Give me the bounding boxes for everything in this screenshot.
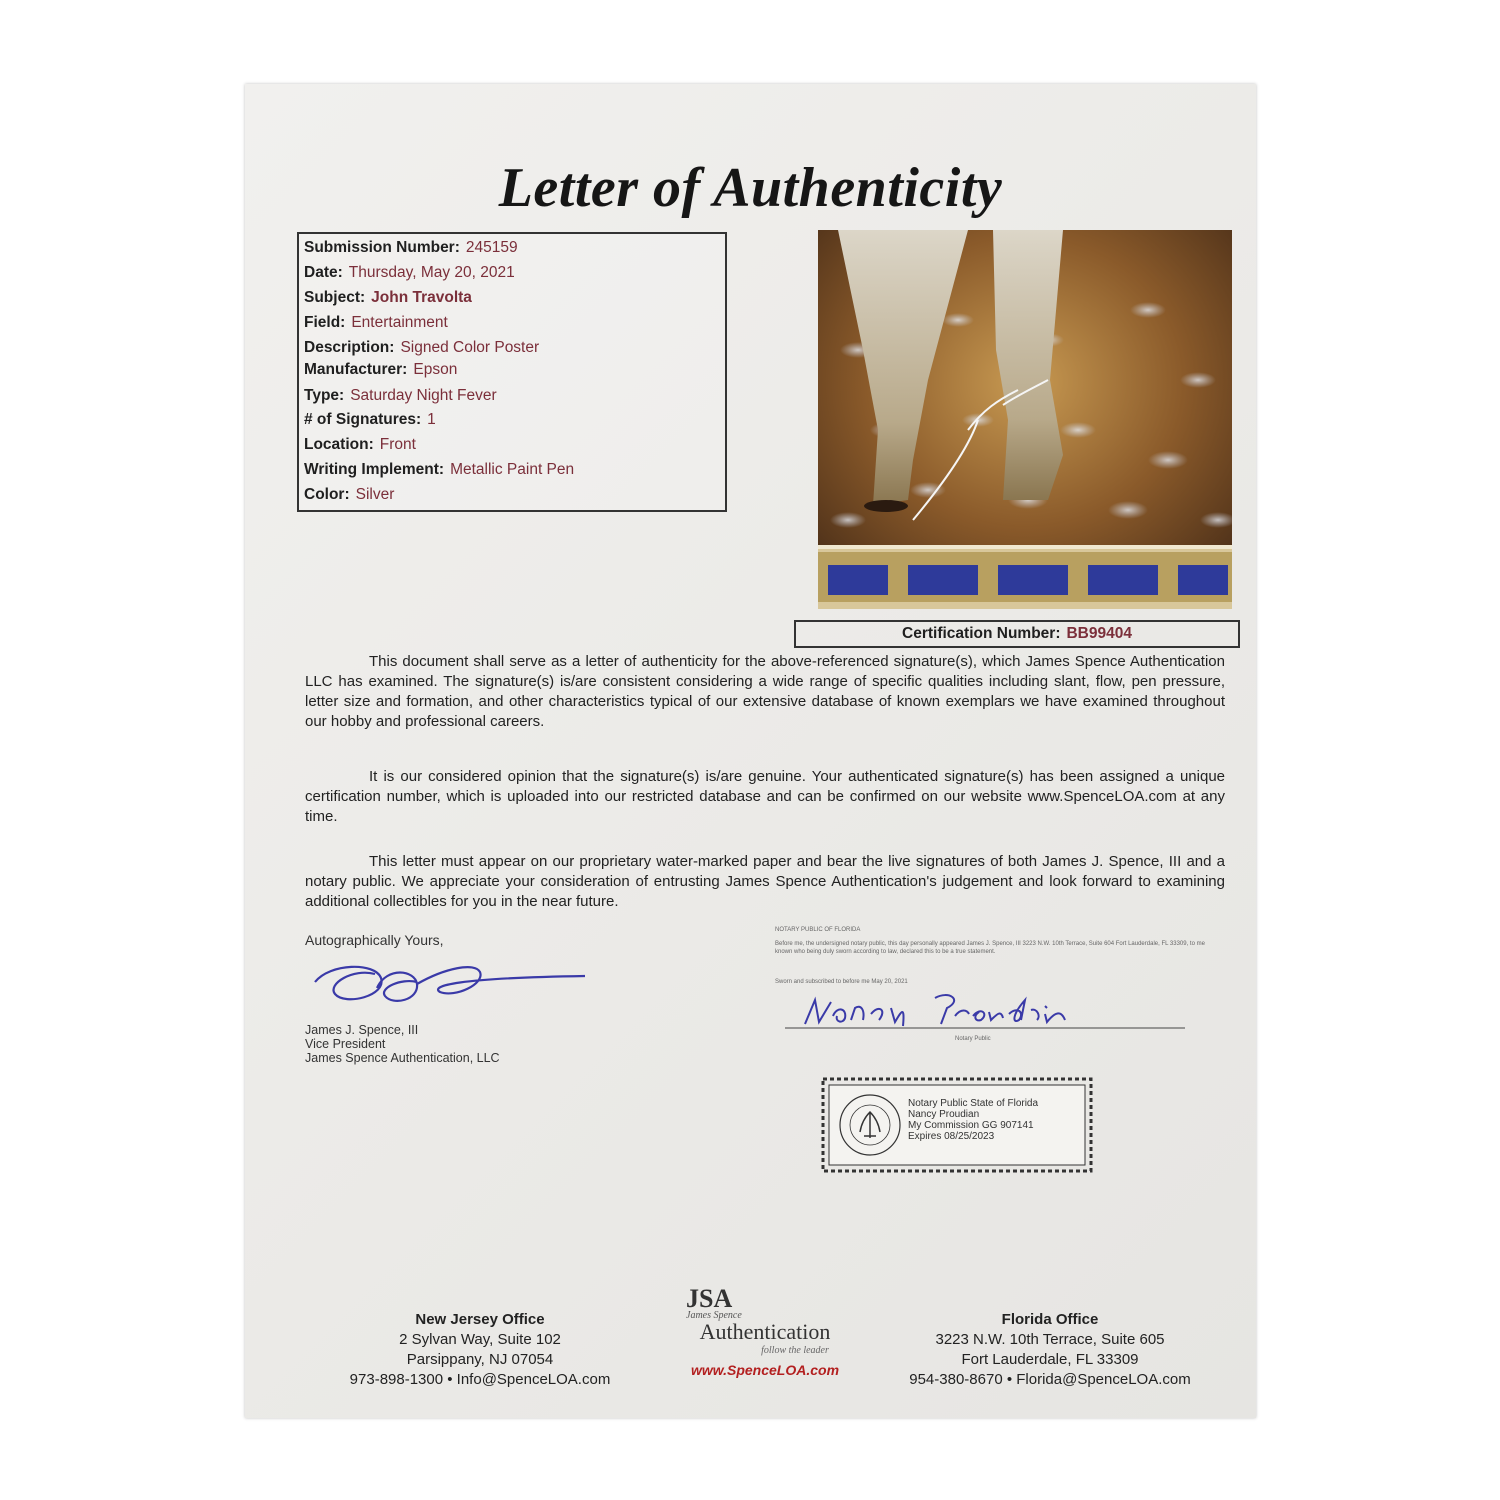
field-manufacturer — [304, 361, 457, 379]
signature-notary — [775, 986, 1195, 1030]
field-field — [304, 314, 448, 332]
office-address-line: 3223 N.W. 10th Terrace, Suite 605 — [935, 1331, 1165, 1348]
field-label: Location: — [304, 436, 374, 453]
field-value: Epson — [413, 361, 458, 378]
fl-office — [885, 1310, 1215, 1390]
field-value: Metallic Paint Pen — [450, 461, 575, 478]
certification-number-box — [794, 620, 1240, 648]
signer-title: Vice President — [305, 1037, 386, 1051]
submission-details-box — [297, 232, 727, 512]
field-label: Manufacturer: — [304, 361, 408, 378]
office-contact: 954-380-8670 • Florida@SpenceLOA.com — [909, 1371, 1191, 1388]
body-paragraph-3: This letter must appear on our proprietary water-marked paper and bear the live signatures of both James J. Spence, III and a notary public. We appreciate your consideration of entrusting James Spence Authentication's judgement and look forward to examining additional collectibles for you in the near future. — [305, 853, 1225, 910]
notary-sworn: Sworn and subscribed to before me May 20, 2021 — [775, 979, 908, 985]
field-label: Description: — [304, 339, 395, 356]
seal-line: My Commission GG 907141 — [908, 1120, 1034, 1131]
field-value: Front — [379, 436, 416, 453]
field-value: Signed Color Poster — [400, 339, 540, 356]
certification-label: Certification Number: — [902, 625, 1061, 642]
field-label: Field: — [304, 314, 346, 331]
field-value: Silver — [355, 486, 395, 503]
field-label: Type: — [304, 387, 345, 404]
field-date — [304, 264, 515, 282]
field-type — [304, 387, 497, 405]
logo-url: www.SpenceLOA.com — [690, 1362, 840, 1378]
notary-block — [775, 926, 1225, 1043]
body-paragraph-1: This document shall serve as a letter of authenticity for the above-referenced signature(s), which James Spence Authentication LLC has examined. The signature(s) is/are consistent considering a wide range of specific qualities including slant, flow, pen pressure, letter size and formation, and other characteristics typical of our extensive database of known exemplars we have examined throughout our hobby and professional careers. — [305, 653, 1225, 730]
office-address-line: Fort Lauderdale, FL 33309 — [961, 1351, 1139, 1368]
signed-item-photo — [818, 230, 1232, 609]
field-color — [304, 486, 394, 504]
signer-company: James Spence Authentication, LLC — [305, 1051, 500, 1065]
field-subject — [304, 289, 472, 307]
field-label: Writing Implement: — [304, 461, 445, 478]
field-value: 245159 — [465, 239, 518, 256]
seal-text — [908, 1098, 1038, 1142]
logo-jsa: JSA — [686, 1284, 733, 1313]
field-submission-number — [304, 239, 518, 257]
office-address-line: 2 Sylvan Way, Suite 102 — [399, 1331, 561, 1348]
signature-james-spence — [305, 948, 605, 1020]
notary-statement: Before me, the undersigned notary public, this day personally appeared James J. Spence, III 3223 N.W. 10th Terrace, Suite 604 Fort Lauderdale, FL 33309, to me known who being duly sworn according to law, declared this to be a true statement. — [775, 941, 1205, 955]
notary-caption: Notary Public — [955, 1036, 991, 1042]
logo-authentication: Authentication — [699, 1319, 831, 1344]
field-location — [304, 436, 416, 454]
field-value: Entertainment — [351, 314, 448, 331]
field-description — [304, 339, 539, 357]
signer-block — [305, 932, 605, 1065]
signer-name: James J. Spence, III — [305, 1023, 419, 1037]
logo-tagline: follow the leader — [761, 1345, 829, 1356]
field-value: Thursday, May 20, 2021 — [348, 264, 515, 281]
field-label: Date: — [304, 264, 343, 281]
logo-sub: James Spence — [686, 1310, 742, 1321]
field-label: Submission Number: — [304, 239, 460, 256]
office-heading: Florida Office — [1001, 1311, 1099, 1328]
seal-line: Nancy Proudian — [908, 1109, 980, 1120]
field-label: Color: — [304, 486, 350, 503]
field-signature-count — [304, 411, 436, 429]
field-writing-implement — [304, 461, 574, 479]
field-label: # of Signatures: — [304, 411, 422, 428]
closing-text: Autographically Yours, — [305, 932, 444, 948]
seal-line: Notary Public State of Florida — [908, 1098, 1039, 1109]
letter-paper — [245, 84, 1256, 1418]
field-value: 1 — [427, 411, 436, 428]
office-heading: New Jersey Office — [415, 1311, 545, 1328]
office-address-line: Parsippany, NJ 07054 — [406, 1351, 554, 1368]
jsa-logo — [660, 1284, 870, 1384]
body-paragraph-2: It is our considered opinion that the signature(s) is/are genuine. Your authenticated signature(s) has been assigned a unique certification number, which is uploaded into our restricted database and can be confirmed on our website www.SpenceLOA.com at any time. — [305, 768, 1225, 825]
certification-number: BB99404 — [1066, 625, 1132, 642]
letter-title: Letter of Authenticity — [498, 157, 1003, 219]
office-contact: 973-898-1300 • Info@SpenceLOA.com — [349, 1371, 611, 1388]
notary-header: NOTARY PUBLIC OF FLORIDA — [775, 927, 861, 933]
seal-line: Expires 08/25/2023 — [908, 1131, 995, 1142]
field-value: Saturday Night Fever — [350, 387, 497, 404]
nj-office — [325, 1310, 635, 1390]
notary-seal — [820, 1076, 1094, 1174]
field-label: Subject: — [304, 289, 366, 306]
field-value: John Travolta — [371, 289, 472, 306]
